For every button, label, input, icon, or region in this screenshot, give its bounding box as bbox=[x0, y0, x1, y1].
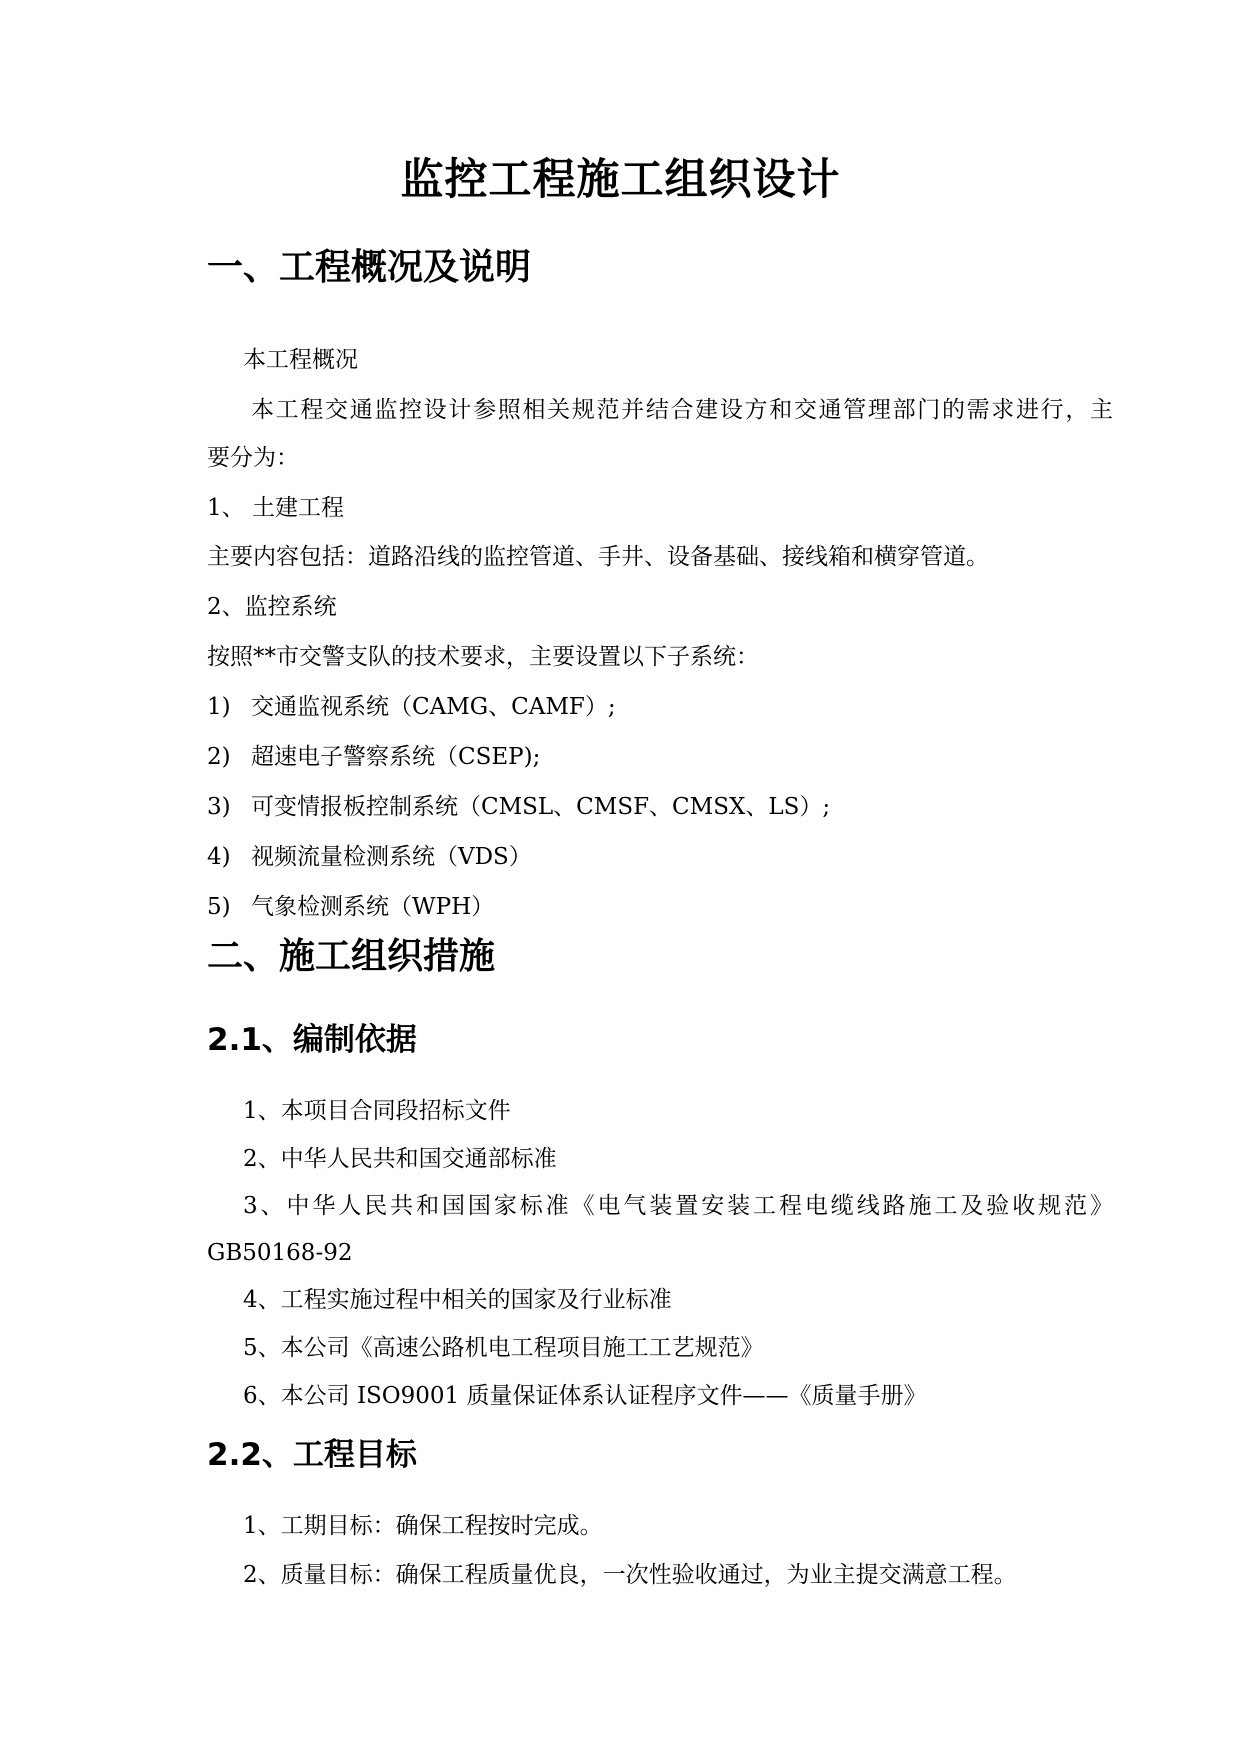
list-item-text: 超速电子警察系统（CSEP); bbox=[251, 744, 541, 770]
subsystem-list-item bbox=[207, 741, 540, 773]
list-item-text: 可变情报板控制系统（CMSL、CMSF、CMSX、LS）; bbox=[251, 794, 831, 820]
basis-list-item: 5、本公司《高速公路机电工程项目施工工艺规范》 bbox=[243, 1335, 764, 1361]
civil-works-heading: 1、 土建工程 bbox=[207, 495, 344, 521]
basis-list-item: 3、中华人民共和国国家标准《电气装置安装工程电缆线路施工及验收规范》 bbox=[243, 1193, 1113, 1219]
basis-list-item: 2、中华人民共和国交通部标准 bbox=[243, 1146, 557, 1172]
civil-works-content: 主要内容包括：道路沿线的监控管道、手井、设备基础、接线箱和横穿管道。 bbox=[207, 544, 989, 570]
list-item-text: 气象检测系统（WPH） bbox=[251, 894, 495, 920]
subsystem-list-item bbox=[207, 691, 616, 723]
list-item-number: 3) bbox=[207, 794, 231, 820]
subsection-2-2-heading: 2.2、工程目标 bbox=[207, 1437, 417, 1473]
list-item-number: 1) bbox=[207, 694, 231, 720]
subsystem-list-item bbox=[207, 891, 494, 923]
list-item-number: 5) bbox=[207, 894, 231, 920]
subsystem-list-item bbox=[207, 791, 830, 823]
intro-paragraph-line-2: 要分为： bbox=[207, 445, 299, 471]
list-item-number: 4) bbox=[207, 844, 231, 870]
list-item-text: 交通监视系统（CAMG、CAMF）; bbox=[251, 694, 616, 720]
list-item-text: 视频流量检测系统（VDS） bbox=[251, 844, 532, 870]
subsystem-list-item bbox=[207, 841, 532, 873]
basis-list-item: 6、本公司 ISO9001 质量保证体系认证程序文件——《质量手册》 bbox=[243, 1383, 927, 1409]
section-1-heading: 一、工程概况及说明 bbox=[207, 247, 532, 288]
basis-list-item-continuation: GB50168-92 bbox=[207, 1240, 353, 1266]
list-item-number: 2) bbox=[207, 744, 231, 770]
subsection-2-1-heading: 2.1、编制依据 bbox=[207, 1022, 417, 1058]
overview-label: 本工程概况 bbox=[243, 347, 358, 373]
monitoring-system-heading: 2、监控系统 bbox=[207, 594, 337, 620]
document-title: 监控工程施工组织设计 bbox=[400, 155, 841, 205]
intro-paragraph-line-1: 本工程交通监控设计参照相关规范并结合建设方和交通管理部门的需求进行，主 bbox=[251, 397, 1113, 423]
goal-list-item: 1、工期目标：确保工程按时完成。 bbox=[243, 1513, 603, 1539]
section-2-heading: 二、施工组织措施 bbox=[207, 936, 496, 977]
basis-list-item: 1、本项目合同段招标文件 bbox=[243, 1098, 511, 1124]
monitoring-system-content: 按照**市交警支队的技术要求，主要设置以下子系统： bbox=[207, 644, 759, 670]
basis-list-item: 4、工程实施过程中相关的国家及行业标准 bbox=[243, 1287, 672, 1313]
goal-list-item: 2、质量目标：确保工程质量优良，一次性验收通过，为业主提交满意工程。 bbox=[243, 1562, 1017, 1588]
